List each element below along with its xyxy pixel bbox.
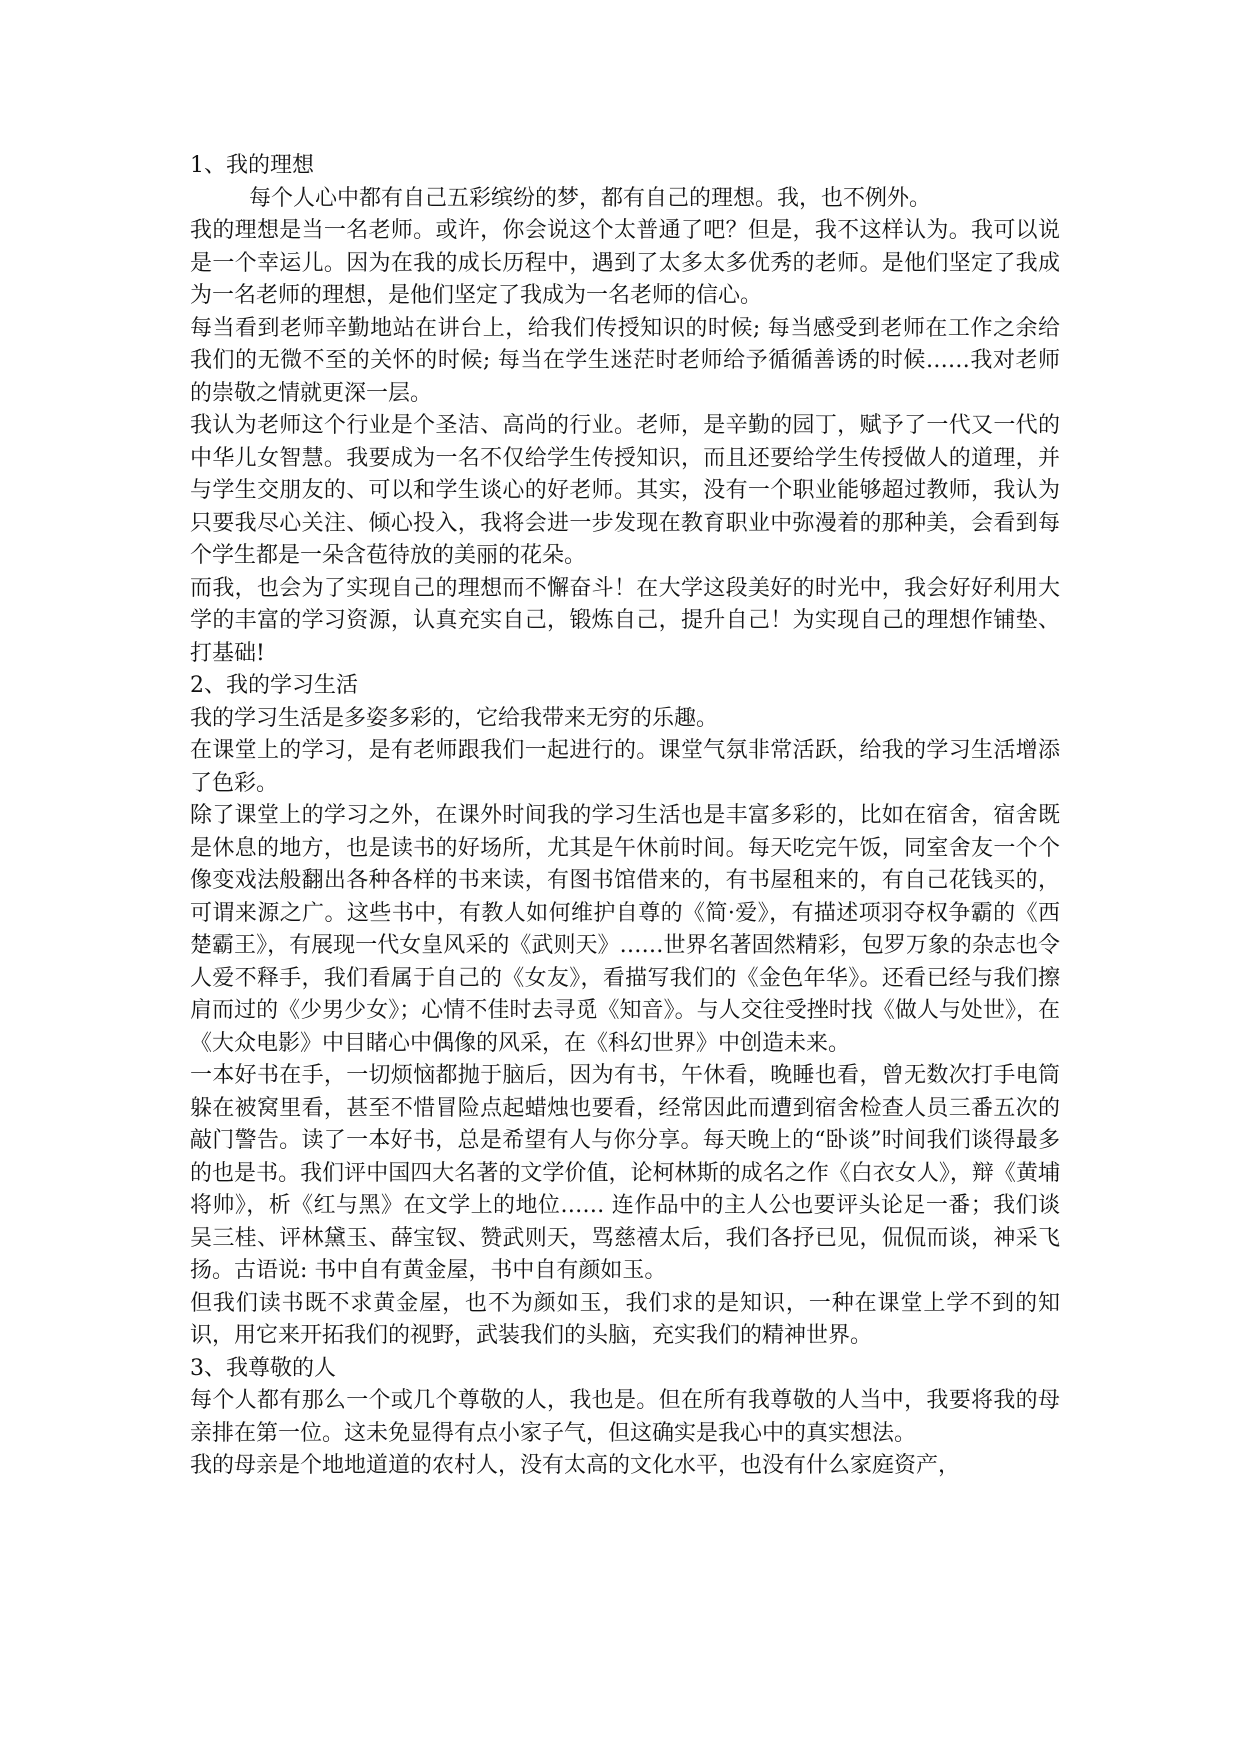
paragraph: 每个人心中都有自己五彩缤纷的梦，都有自己的理想。我，也不例外。 [249, 185, 932, 211]
section-heading: 1、我的理想 [190, 153, 314, 178]
section-heading: 2、我的学习生活 [190, 673, 358, 698]
paragraph: 每个人都有那么一个或几个尊敬的人，我也是。但在所有我尊敬的人当中，我要将我的母亲排在第一位。这未免显得有点小家子气，但这确实是我心中的真实想法。 [190, 1388, 1060, 1446]
paragraph: 我认为老师这个行业是个圣洁、高尚的行业。老师，是辛勤的园丁，赋予了一代又一代的中华儿女智慧。我要成为一名不仅给学生传授知识，而且还要给学生传授做人的道理，并与学生交朋友的、可以和学生谈心的好老师。其实，没有一个职业能够超过教师，我认为只要我尽心关注、倾心投入，我将会进一步发现在教育职业中弥漫着的那种美，会看到每个学生都是一朵含苞待放的美丽的花朵。 [190, 413, 1060, 568]
paragraph: 在课堂上的学习，是有老师跟我们一起进行的。课堂气氛非常活跃，给我的学习生活增添了色彩。 [190, 738, 1060, 796]
paragraph: 我的理想是当一名老师。或许，你会说这个太普通了吧？但是，我不这样认为。我可以说是一个幸运儿。因为在我的成长历程中，遇到了太多太多优秀的老师。是他们坚定了我成为一名老师的理想，是他们坚定了我成为一名老师的信心。 [190, 218, 1060, 308]
paragraph: 而我，也会为了实现自己的理想而不懈奋斗！在大学这段美好的时光中，我会好好利用大学的丰富的学习资源，认真充实自己，锻炼自己，提升自己！为实现自己的理想作铺垫、打基础! [190, 575, 1060, 666]
paragraph: 除了课堂上的学习之外，在课外时间我的学习生活也是丰富多彩的，比如在宿舍，宿舍既是休息的地方，也是读书的好场所，尤其是午休前时间。每天吃完午饭，同室舍友一个个像变戏法般翻出各种各样的书来读，有图书馆借来的，有书屋租来的，有自己花钱买的，可谓来源之广。这些书中，有教人如何维护自尊的《简·爱》，有描述项羽夺权争霸的《西楚霸王》，有展现一代女皇风采的《武则天》……世界名著固然精彩，包罗万象的杂志也令人爱不释手，我们看属于自己的《女友》，看描写我们的《金色年华》。还看已经与我们擦肩而过的《少男少女》；心情不佳时去寻觅《知音》。与人交往受挫时找《做人与处世》，在《大众电影》中目睹心中偶像的风采，在《科幻世界》中创造未来。 [190, 803, 1060, 1056]
paragraph: 我的母亲是个地地道道的农村人，没有太高的文化水平，也没有什么家庭资产， [190, 1453, 961, 1478]
paragraph: 一本好书在手，一切烦恼都抛于脑后，因为有书，午休看，晚睡也看，曾无数次打手电筒躲在被窝里看，甚至不惜冒险点起蜡烛也要看，经常因此而遭到宿舍检查人员三番五次的敲门警告。读了一本好书，总是希望有人与你分享。每天晚上的“卧谈”时间我们谈得最多的也是书。我们评中国四大名著的文学价值，论柯林斯的成名之作《白衣女人》，辩《黄埔将帅》，析《红与黑》在文学上的地位…… 连作品中的主人公也要评头论足一番；我们谈吴三桂、评林黛玉、薛宝钗、赞武则天，骂慈禧太后，我们各抒已见，侃侃而谈，神采飞扬。古语说: 书中自有黄金屋，书中自有颜如玉。 [190, 1063, 1060, 1283]
paragraph: 但我们读书既不求黄金屋，也不为颜如玉，我们求的是知识，一种在课堂上学不到的知识，用它来开拓我们的视野，武装我们的头脑，充实我们的精神世界。 [190, 1290, 1060, 1348]
paragraph: 每当看到老师辛勤地站在讲台上，给我们传授知识的时候; 每当感受到老师在工作之余给我们的无微不至的关怀的时候; 每当在学生迷茫时老师给予循循善诱的时候……我对老师的崇敬之情就更深一层。 [190, 315, 1060, 406]
paragraph: 我的学习生活是多姿多彩的，它给我带来无穷的乐趣。 [190, 705, 719, 731]
document-body [190, 150, 1060, 1483]
section-heading: 3、我尊敬的人 [190, 1355, 336, 1381]
